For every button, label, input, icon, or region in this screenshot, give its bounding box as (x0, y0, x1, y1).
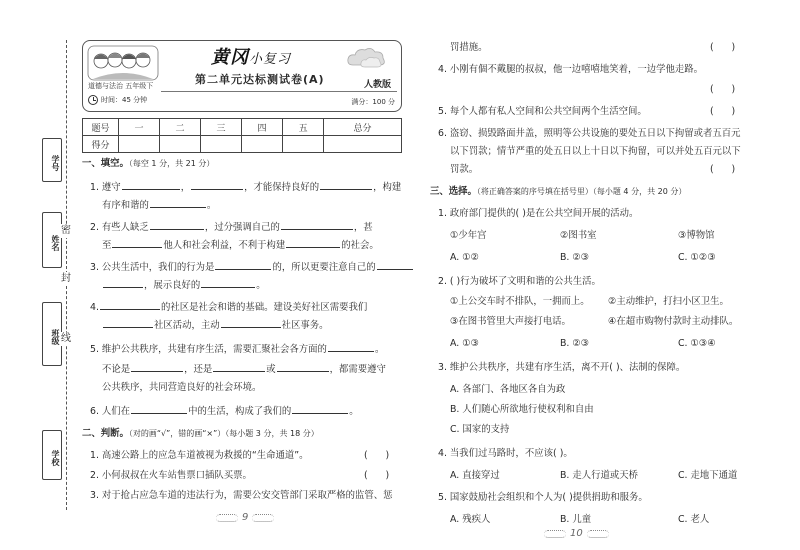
text: 1. 遵守 (90, 182, 121, 193)
exam-header (82, 40, 402, 112)
fill-q6-line1 (90, 404, 359, 418)
text: 。 (349, 406, 359, 417)
fill-q2-line1 (90, 220, 373, 234)
clock-icon (88, 95, 98, 105)
answer-blank[interactable] (150, 198, 206, 208)
section-2-note: （对的画“√”，错的画“×”）（每小题 3 分，共 18 分） (128, 429, 319, 438)
text: ，展示良好的 (144, 280, 201, 291)
choice-q3-option-c[interactable]: C. 国家的支持 (450, 424, 510, 435)
fill-q5-line3: 公共秩序，共同营造良好的社会环境。 (102, 382, 262, 393)
text: ，都需要遵守 (329, 364, 386, 375)
text: ，才能保持良好的 (244, 182, 320, 193)
answer-paren[interactable]: ( ) (710, 106, 736, 117)
choice-q4-option-c[interactable]: C. 走地下通道 (678, 470, 738, 481)
score-cell[interactable] (283, 136, 324, 153)
fill-q5-line2 (102, 362, 386, 376)
exam-title: 第二单元达标测试卷(A) (195, 73, 325, 86)
score-table (82, 118, 402, 153)
ornament (252, 514, 274, 522)
text: 的社会。 (341, 240, 379, 251)
text: 2. 有些人缺乏 (90, 222, 149, 233)
class-label: 班级 (51, 329, 60, 345)
answer-blank[interactable] (150, 220, 204, 230)
seal-char-mi: 密 (61, 225, 71, 236)
page-right (420, 0, 800, 550)
row-score-label: 得分 (83, 136, 119, 153)
text: 4. (90, 302, 99, 313)
score-cell[interactable] (119, 136, 160, 153)
section-2-title (82, 428, 319, 440)
judge-q4: 4. 小刚有個不戴腿的叔叔，他一边嘻嘻地笑着，一边学他走路。 (438, 64, 704, 75)
judge-q6-line2: 以下罚款；情节严重的处五日以上十日以下拘留，可以并处五百元以下 (450, 146, 741, 157)
text: ，甚 (353, 222, 373, 233)
col-section-2: 二 (160, 119, 201, 136)
class-field[interactable] (42, 302, 62, 366)
school-field[interactable] (42, 430, 62, 480)
time-text: 时间：45 分钟 (101, 96, 148, 104)
answer-blank[interactable] (320, 180, 372, 190)
col-section-4: 四 (242, 119, 283, 136)
seal-char-feng: 封 (61, 273, 71, 284)
score-cell[interactable] (160, 136, 201, 153)
text: 社区活动，主动 (154, 320, 220, 331)
answer-blank[interactable] (281, 220, 353, 230)
answer-blank[interactable] (221, 318, 281, 328)
choice-q1-item: ①少年宫 (450, 230, 487, 241)
answer-blank[interactable] (201, 278, 255, 288)
answer-blank[interactable] (286, 238, 340, 248)
fill-q3-line2 (102, 278, 266, 292)
choice-q2-item: ③在图书管里大声接打电话。 (450, 316, 571, 327)
text: 中的生活，构成了我们的 (188, 406, 292, 417)
text: 社区事务。 (281, 320, 329, 331)
page-number-right (544, 528, 609, 539)
score-cell[interactable] (201, 136, 242, 153)
choice-q2-option-a[interactable]: A. ①③ (450, 338, 480, 349)
text: 3. 公共生活中，我们的行为是 (90, 262, 215, 273)
answer-blank[interactable] (191, 180, 243, 190)
text: 他人和社会利益，不利于构建 (163, 240, 286, 251)
section-1-title (82, 158, 214, 170)
judge-q1: 1. 高速公路上的应急车道被视为救援的“生命通道”。 (90, 450, 309, 461)
school-label: 学校 (51, 450, 60, 466)
section-1-note: （每空 1 分，共 21 分） (128, 159, 215, 168)
ornament (216, 514, 238, 522)
text: 至 (102, 240, 112, 251)
answer-blank[interactable] (131, 404, 187, 414)
judge-q6-line3: 罚款。 (450, 164, 479, 175)
seal-char-xian: 线 (61, 333, 71, 344)
judge-q6-line1: 6. 盗窃、损毁路面井盖，照明等公共设施的要处五日以下拘留或者五百元 (438, 128, 741, 139)
col-question-no: 题号 (83, 119, 119, 136)
text: 的社区是社会和谐的基础。建设美好社区需要我们 (160, 302, 368, 313)
name-label: 姓名 (51, 235, 60, 251)
choice-q3-option-b[interactable]: B. 人们随心所欲地行使权利和自由 (450, 404, 594, 415)
time-limit (88, 95, 147, 105)
ornament (587, 530, 609, 538)
page-number-text: 9 (242, 512, 249, 523)
text: 。 (206, 200, 217, 211)
answer-paren[interactable]: ( ) (364, 450, 390, 461)
answer-blank[interactable] (328, 342, 374, 352)
choice-q1-item: ②图书室 (560, 230, 597, 241)
section-3-heading: 三、选择。 (430, 186, 477, 197)
answer-paren[interactable]: ( ) (364, 470, 390, 481)
text: ， (180, 182, 191, 193)
text: 不论是 (102, 364, 131, 375)
choice-q1-item: ③博物馆 (678, 230, 715, 241)
choice-q2-item: ④在超市购物付款时主动排队。 (608, 316, 739, 327)
col-section-1: 一 (119, 119, 160, 136)
judge-q3-cont: 罚措施。 (450, 42, 488, 53)
col-section-5: 五 (283, 119, 324, 136)
choice-q5: 5. 国家鼓励社会组织和个人为( )提供捐助和服务。 (438, 492, 648, 503)
answer-blank[interactable] (131, 362, 183, 372)
text: 5. 维护公共秩序，共建有序生活，需要汇聚社会各方面的 (90, 344, 327, 355)
col-total: 总分 (324, 119, 402, 136)
brand-main: 黄冈 (211, 47, 249, 68)
text: 。 (374, 344, 385, 355)
brand-sub: 小复习 (249, 52, 292, 67)
text: 6. 人们在 (90, 406, 131, 417)
fill-q4-line2 (102, 318, 329, 332)
choice-q1-option-b[interactable]: B. ②③ (560, 252, 590, 263)
answer-paren[interactable]: ( ) (710, 84, 736, 95)
fill-q2-line2 (102, 238, 379, 252)
text: 的，所以更要注意自己的 (272, 262, 376, 273)
text: 有序和谐的 (102, 200, 149, 211)
answer-blank[interactable] (213, 362, 265, 372)
score-table-score-row (83, 136, 402, 153)
section-2-heading: 二、判断。 (82, 428, 129, 439)
subject-grade: 道德与法治 五年级下 (88, 82, 154, 90)
text: 。 (256, 280, 266, 291)
answer-blank[interactable] (122, 180, 180, 190)
section-1-heading: 一、填空。 (82, 158, 129, 169)
text: 或 (266, 364, 276, 375)
section-3-note: （将正确答案的序号填在括号里）（每小题 4 分，共 20 分） (476, 187, 687, 196)
section-3-title (430, 186, 686, 198)
choice-q3-option-a[interactable]: A. 各部门、各地区各自为政 (450, 384, 566, 395)
choice-q1-option-c[interactable]: C. ①②③ (678, 252, 716, 263)
full-score: 满分：100 分 (351, 98, 395, 106)
student-id-label: 学号 (51, 155, 60, 171)
text: ，过分强调自己的 (204, 222, 280, 233)
answer-blank[interactable] (103, 318, 153, 328)
student-id-field[interactable] (42, 138, 62, 182)
judge-q2: 2. 小何叔叔在火车站售票口插队买票。 (90, 470, 252, 481)
cloud-icon (345, 45, 389, 69)
page-number-left (216, 512, 274, 523)
choice-q3: 3. 维护公共秩序，共建有序生活，离不开( )、法制的保障。 (438, 362, 686, 373)
judge-q5: 5. 每个人都有私人空间和公共空间两个生活空间。 (438, 106, 647, 117)
score-cell[interactable] (324, 136, 402, 153)
choice-q2-item: ①上公交车时不排队，一拥而上。 (450, 296, 590, 307)
text: ，还是 (184, 364, 213, 375)
choice-q2-item: ②主动维护，打扫小区卫生。 (608, 296, 729, 307)
answer-blank[interactable] (377, 260, 413, 270)
choice-q4-option-b[interactable]: B. 走人行道或天桥 (560, 470, 639, 481)
fill-q4-line1 (90, 300, 367, 314)
choice-q2-option-c[interactable]: C. ①③④ (678, 338, 716, 349)
binding-margin (0, 0, 78, 550)
page-number-text: 10 (570, 528, 583, 539)
choice-q2: 2. ( )行为破坏了文明和谐的公共生活。 (438, 276, 601, 287)
answer-blank[interactable] (292, 404, 348, 414)
choice-q5-option-c[interactable]: C. 老人 (678, 514, 710, 525)
fill-q5-line1 (90, 342, 384, 356)
fill-q3-line1 (90, 260, 414, 274)
name-field[interactable] (42, 212, 62, 268)
choice-q4: 4. 当我们过马路时，不应该( )。 (438, 448, 573, 459)
judge-q3: 3. 对于抢占应急车道的违法行为，需要公安交管部门采取严格的监管、惩 (90, 490, 393, 501)
choice-q5-option-a[interactable]: A. 残疾人 (450, 514, 491, 525)
fill-q1-line2 (102, 198, 216, 212)
answer-paren[interactable]: ( ) (710, 164, 736, 175)
answer-blank[interactable] (112, 238, 162, 248)
page-left (80, 0, 405, 550)
text: ，构建 (373, 182, 402, 193)
answer-blank[interactable] (277, 362, 329, 372)
header-divider (161, 91, 397, 92)
answer-blank[interactable] (100, 300, 160, 310)
choice-q5-option-b[interactable]: B. 儿童 (560, 514, 592, 525)
score-cell[interactable] (242, 136, 283, 153)
kids-banner-icon (87, 45, 159, 81)
choice-q1-option-a[interactable]: A. ①② (450, 252, 480, 263)
fill-q1-line1 (90, 180, 401, 194)
choice-q2-option-b[interactable]: B. ②③ (560, 338, 590, 349)
edition-label: 人教版 (363, 80, 391, 90)
answer-blank[interactable] (215, 260, 271, 270)
answer-paren[interactable]: ( ) (710, 42, 736, 53)
answer-blank[interactable] (103, 278, 143, 288)
choice-q4-option-a[interactable]: A. 直接穿过 (450, 470, 500, 481)
brand-logo (211, 43, 291, 69)
col-section-3: 三 (201, 119, 242, 136)
choice-q1: 1. 政府部门提供的( )是在公共空间开展的活动。 (438, 208, 639, 219)
ornament (544, 530, 566, 538)
score-table-header-row (83, 119, 402, 136)
